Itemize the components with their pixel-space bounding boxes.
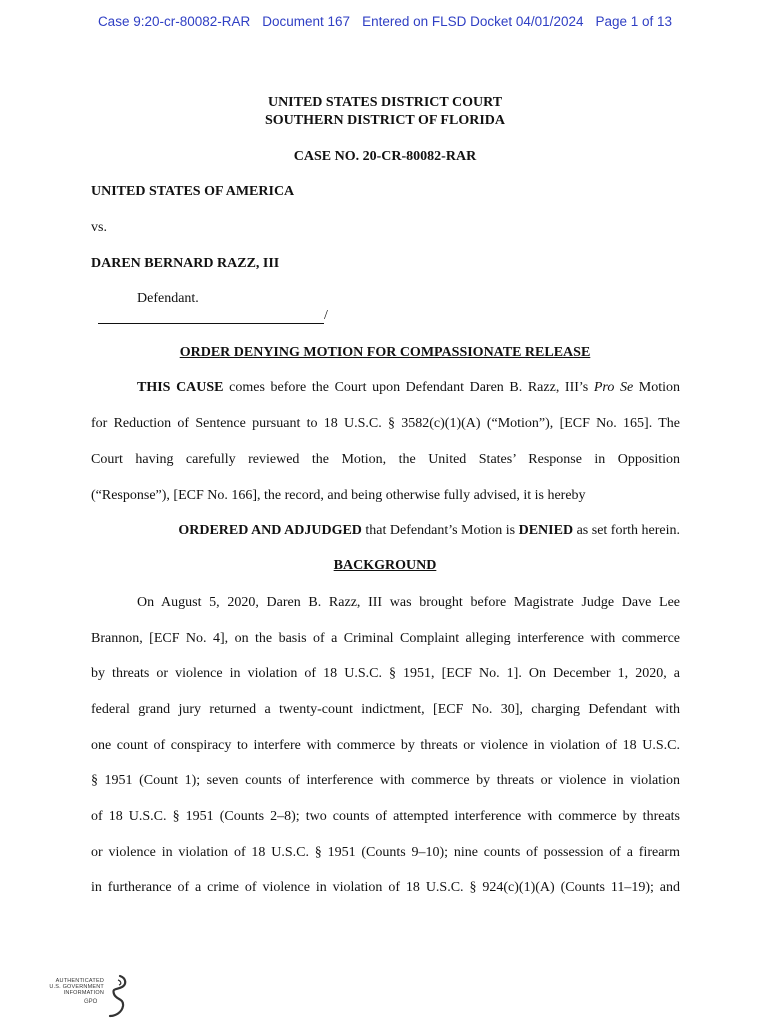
background-line: On August 5, 2020, Daren B. Razz, III was brought before Magistrate Judge Dave Lee: [137, 595, 680, 610]
background-line: in furtherance of a crime of violence in violation of 18 U.S.C. § 924(c)(1)(A) (Counts 11–19); and: [91, 880, 680, 895]
docket-entered-date: Entered on FLSD Docket 04/01/2024: [362, 14, 584, 29]
signature-line: [98, 323, 324, 324]
court-district: SOUTHERN DISTRICT OF FLORIDA: [265, 113, 505, 128]
signature-slash: /: [324, 308, 328, 323]
case-number: CASE NO. 20-CR-80082-RAR: [293, 149, 477, 164]
pro-se-italic: Pro Se: [593, 380, 634, 395]
background-heading: BACKGROUND: [333, 558, 437, 573]
order-paragraph-line-2: for Reduction of Sentence pursuant to 18 U.S.C. § 3582(c)(1)(A) (“Motion”), [ECF No. 165]. The: [91, 416, 680, 431]
background-line: one count of conspiracy to interfere with commerce by threats or violence in violation of 18 U.S.C.: [91, 738, 680, 753]
eagle-icon: [106, 974, 128, 1018]
ordered-adjudged-bold: ORDERED AND ADJUDGED: [178, 523, 362, 538]
defendant-name: DAREN BERNARD RAZZ, III: [91, 256, 280, 271]
docket-document-number: Document 167: [262, 14, 351, 29]
background-line: of 18 U.S.C. § 1951 (Counts 2–8); two counts of attempted interference with commerce by threats: [91, 809, 680, 824]
background-line: Brannon, [ECF No. 4], on the basis of a Criminal Complaint alleging interference with commerce: [91, 631, 680, 646]
order-paragraph-line-1: THIS CAUSE comes before the Court upon Defendant Daren B. Razz, III’s Pro Se Motion: [137, 380, 681, 395]
this-cause-bold: THIS CAUSE: [137, 380, 224, 395]
gpo-label: GPO: [84, 999, 98, 1005]
docket-case-number: Case 9:20-cr-80082-RAR: [97, 14, 251, 29]
defendant-label: Defendant.: [137, 291, 199, 306]
docket-page-number: Page 1 of 13: [595, 14, 673, 29]
denied-bold: DENIED: [518, 523, 574, 538]
background-line: by threats or violence in violation of 18 U.S.C. § 1951, [ECF No. 1]. On December 1, 2020, a: [91, 666, 680, 681]
order-paragraph-line-4: (“Response”), [ECF No. 166], the record, and being otherwise fully advised, it is hereby: [91, 488, 586, 503]
gpo-seal-text: AUTHENTICATED U.S. GOVERNMENT INFORMATION: [49, 978, 104, 996]
order-title: ORDER DENYING MOTION FOR COMPASSIONATE RELEASE: [179, 345, 591, 360]
gpo-authentication-seal: [42, 972, 142, 1018]
versus: vs.: [91, 220, 107, 235]
background-line: federal grand jury returned a twenty-count indictment, [ECF No. 30], charging Defendant with: [91, 702, 680, 717]
background-line: or violence in violation of 18 U.S.C. § 1951 (Counts 9–10); nine counts of possession of a firearm: [91, 845, 680, 860]
background-line: § 1951 (Count 1); seven counts of interference with commerce by threats or violence in violation: [91, 773, 680, 788]
court-name: UNITED STATES DISTRICT COURT: [267, 95, 503, 110]
plaintiff-name: UNITED STATES OF AMERICA: [91, 184, 295, 199]
order-paragraph-line-3: Court having carefully reviewed the Motion, the United States’ Response in Opposition: [91, 452, 680, 467]
ordered-adjudged-line: ORDERED AND ADJUDGED that Defendant’s Motion is DENIED as set forth herein.: [178, 523, 680, 538]
docket-header: [0, 14, 770, 29]
